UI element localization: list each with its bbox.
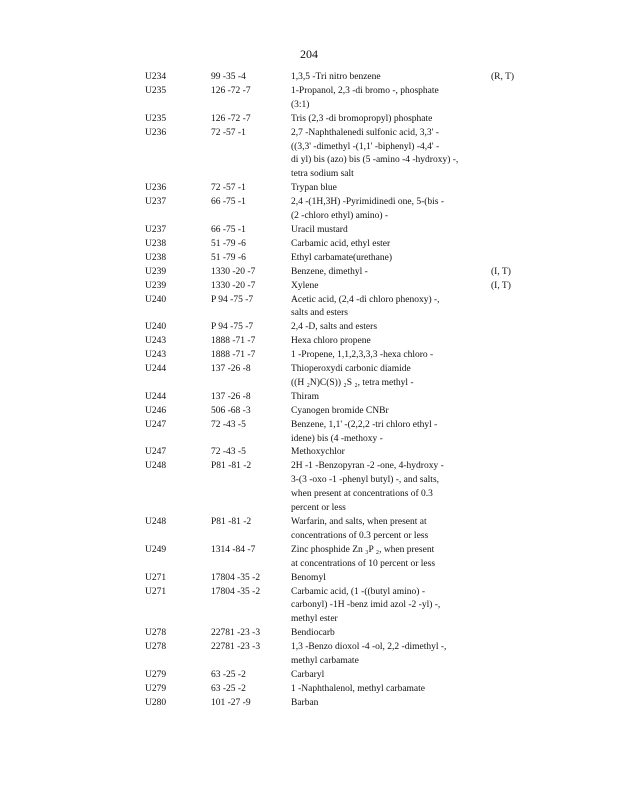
waste-code-cell: U249 (145, 544, 167, 555)
table-row (0, 419, 618, 447)
table-row (0, 321, 618, 335)
waste-code-cell: U278 (145, 642, 167, 653)
cas-number-cell: 63 -25 -2 (211, 669, 246, 680)
cas-number-cell: 126 -72 -7 (211, 85, 251, 96)
waste-code-cell: U237 (145, 224, 167, 235)
waste-code-cell: U243 (145, 350, 167, 361)
substance-name-cell: Ethyl carbamate(urethane) (291, 252, 393, 263)
cas-number-cell: 137 -26 -8 (211, 391, 251, 402)
substance-name-cell: Uracil mustard (291, 224, 348, 235)
waste-code-cell: U235 (145, 113, 167, 124)
cas-number-cell: 1314 -84 -7 (211, 544, 256, 555)
substance-name-cell: Thioperoxydi carbonic diamide ((H ₂N)C(S)) ₂S ₂, tetra methyl - (291, 364, 414, 388)
cas-number-cell: P81 -81 -2 (211, 461, 252, 472)
page-number: 204 (300, 47, 318, 61)
waste-code-cell: U240 (145, 294, 167, 305)
cas-number-cell: 63 -25 -2 (211, 683, 246, 694)
substance-name-cell: Xylene (291, 280, 319, 291)
table-row (0, 516, 618, 544)
cas-number-cell: P81 -81 -2 (211, 517, 252, 527)
substance-name-cell: Benomyl (291, 572, 326, 583)
waste-code-cell: U271 (145, 586, 167, 597)
hazardous-waste-table (0, 71, 618, 711)
cas-number-cell: 51 -79 -6 (211, 238, 246, 249)
cas-number-cell: 66 -75 -1 (211, 224, 246, 235)
waste-code-cell: U240 (145, 322, 167, 333)
waste-code-cell: U234 (145, 72, 167, 82)
cas-number-cell: 506 -68 -3 (211, 405, 251, 416)
cas-number-cell: 17804 -35 -2 (211, 572, 261, 583)
waste-code-cell: U279 (145, 683, 167, 694)
waste-code-cell: U248 (145, 461, 167, 472)
cas-number-cell: P 94 -75 -7 (211, 322, 254, 333)
cas-number-cell: 72 -57 -1 (211, 183, 246, 194)
cas-number-cell: 1888 -71 -7 (211, 336, 256, 347)
table-row (0, 460, 618, 516)
substance-name-cell: 1 -Naphthalenol, methyl carbamate (291, 683, 426, 694)
substance-name-cell: Cyanogen bromide CNBr (291, 405, 389, 416)
waste-code-cell: U271 (145, 572, 167, 583)
cas-number-cell: 72 -43 -5 (211, 419, 246, 430)
waste-code-cell: U247 (145, 447, 167, 458)
waste-code-cell: U238 (145, 252, 167, 263)
cas-number-cell: 101 -27 -9 (211, 697, 251, 708)
table-row (0, 113, 618, 127)
cas-number-cell: 72 -57 -1 (211, 127, 246, 138)
cas-number-cell: 137 -26 -8 (211, 364, 251, 375)
table-row (0, 641, 618, 669)
cas-number-cell: 1330 -20 -7 (211, 280, 256, 291)
waste-code-cell: U244 (145, 391, 167, 402)
substance-name-cell: 2,4 -D, salts and esters (291, 322, 378, 333)
substance-name-cell: Methoxychlor (291, 447, 345, 458)
table-row (0, 349, 618, 363)
substance-name-cell: 1,3 -Benzo dioxol -4 -ol, 2,2 -dimethyl -, methyl carbamate (291, 642, 447, 667)
waste-code-cell: U279 (145, 669, 167, 680)
substance-name-cell: 2,7 -Naphthalenedi sulfonic acid, 3,3' - ((3,3' -dimethyl -(1,1' -biphenyl) -4,4' - di yl) bis (azo) bis (5 -amino -4 -hydroxy) -, tetra sodium salt (291, 127, 459, 180)
table-row (0, 669, 618, 683)
waste-code-cell: U246 (145, 405, 167, 416)
table-row (0, 683, 618, 697)
waste-code-cell: U278 (145, 628, 167, 639)
cas-number-cell: 22781 -23 -3 (211, 628, 261, 639)
cas-number-cell: 22781 -23 -3 (211, 642, 261, 653)
substance-name-cell: Hexa chloro propene (291, 336, 371, 347)
waste-code-cell: U243 (145, 336, 167, 347)
cas-number-cell: 51 -79 -6 (211, 252, 246, 263)
substance-name-cell: Barban (291, 697, 319, 708)
substance-name-cell: Tris (2,3 -di bromopropyl) phosphate (291, 113, 433, 124)
waste-code-cell: U237 (145, 197, 167, 208)
substance-name-cell: 1 -Propene, 1,1,2,3,3,3 -hexa chloro - (291, 350, 434, 361)
cas-number-cell: 17804 -35 -2 (211, 586, 261, 597)
table-row (0, 335, 618, 349)
substance-name-cell: Bendiocarb (291, 628, 335, 639)
table-row (0, 446, 618, 460)
waste-code-cell: U247 (145, 419, 167, 430)
table-row (0, 85, 618, 113)
table-row (0, 391, 618, 405)
substance-name-cell: Benzene, 1,1' -(2,2,2 -tri chloro ethyl - idene) bis (4 -methoxy - (291, 419, 438, 444)
table-row (0, 252, 618, 266)
waste-code-cell: U236 (145, 183, 167, 194)
waste-code-cell: U244 (145, 364, 167, 375)
table-row (0, 196, 618, 224)
table-row (0, 266, 618, 280)
hazard-code-cell: (I, T) (491, 266, 511, 277)
table-row (0, 697, 618, 711)
waste-code-cell: U248 (145, 517, 167, 527)
table-row (0, 280, 618, 294)
cas-number-cell: 1888 -71 -7 (211, 350, 256, 361)
substance-name-cell: 1,3,5 -Tri nitro benzene (291, 72, 381, 82)
cas-number-cell: 126 -72 -7 (211, 113, 251, 124)
table-row (0, 71, 618, 85)
waste-code-cell: U239 (145, 266, 167, 277)
table-row (0, 363, 618, 391)
substance-name-cell: 2H -1 -Benzopyran -2 -one, 4-hydroxy - 3-(3 -oxo -1 -phenyl butyl) -, and salts, when present at concentrations of 0.3 percent or less (291, 461, 444, 514)
table-row (0, 294, 618, 322)
table-row (0, 182, 618, 196)
waste-code-cell: U235 (145, 85, 167, 96)
cas-number-cell: 1330 -20 -7 (211, 266, 256, 277)
waste-code-cell: U238 (145, 238, 167, 249)
cas-number-cell: 72 -43 -5 (211, 447, 246, 458)
hazard-code-cell: (I, T) (491, 280, 511, 291)
table-row (0, 127, 618, 183)
table-row (0, 405, 618, 419)
table-row (0, 572, 618, 586)
substance-name-cell: Warfarin, and salts, when present at concentrations of 0.3 percent or less (291, 517, 429, 541)
substance-name-cell: Carbamic acid, ethyl ester (291, 238, 391, 249)
substance-name-cell: 2,4 -(1H,3H) -Pyrimidinedi one, 5-(bis - (2 -chloro ethyl) amino) - (291, 197, 445, 222)
substance-name-cell: Carbaryl (291, 669, 325, 680)
cas-number-cell: P 94 -75 -7 (211, 294, 254, 305)
cas-number-cell: 66 -75 -1 (211, 197, 246, 208)
substance-name-cell: 1-Propanol, 2,3 -di bromo -, phosphate (3:1) (291, 85, 439, 110)
substance-name-cell: Benzene, dimethyl - (291, 266, 368, 277)
substance-name-cell: Thiram (291, 391, 319, 402)
table-row (0, 238, 618, 252)
substance-name-cell: Zinc phosphide Zn ₃P ₂, when present at concentrations of 10 percent or less (291, 544, 436, 569)
waste-code-cell: U280 (145, 697, 167, 708)
table-row (0, 586, 618, 628)
cas-number-cell: 99 -35 -4 (211, 72, 246, 82)
substance-name-cell: Acetic acid, (2,4 -di chloro phenoxy) -, salts and esters (291, 294, 440, 319)
table-row (0, 627, 618, 641)
table-row (0, 224, 618, 238)
substance-name-cell: Carbamic acid, (1 -((butyl amino) - carbonyl) -1H -benz imid azol -2 -yl) -, methyl ester (291, 586, 441, 625)
hazard-code-cell: (R, T) (491, 72, 515, 82)
table-row (0, 544, 618, 572)
substance-name-cell: Trypan blue (291, 183, 337, 194)
waste-code-cell: U236 (145, 127, 167, 138)
waste-code-cell: U239 (145, 280, 167, 291)
